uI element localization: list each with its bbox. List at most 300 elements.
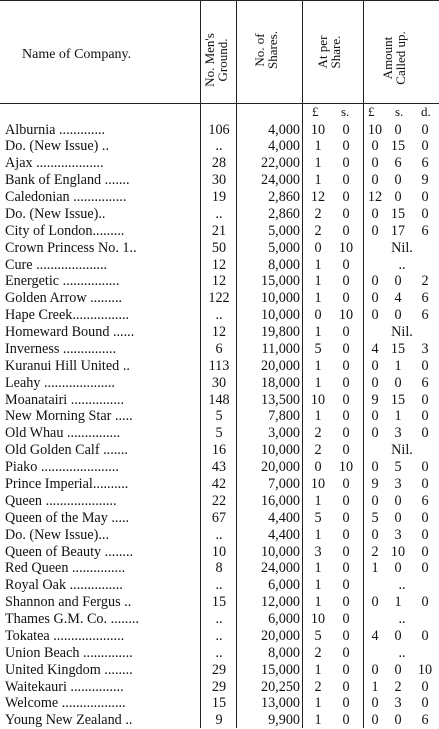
called-up-pounds: 0	[371, 172, 379, 189]
called-up-pounds: 4	[371, 340, 379, 357]
company-name: Queen of the May .....	[5, 509, 130, 526]
per-share-pounds: 2	[314, 644, 322, 661]
shares-count: 18,000	[260, 374, 300, 391]
men-ground: 16	[211, 442, 227, 459]
unit-shilling: s.	[341, 104, 350, 119]
called-up-pounds: 0	[371, 374, 379, 391]
shares-count: 20,000	[260, 459, 300, 476]
called-up-shillings: 0	[394, 509, 402, 526]
company-name: City of London.........	[5, 222, 125, 239]
per-share-shillings: 0	[342, 425, 350, 442]
table-row	[0, 594, 439, 611]
company-name: Hape Creek................	[5, 307, 130, 324]
table-row	[0, 341, 439, 358]
called-up-pence: 9	[421, 172, 429, 189]
header-men-ground	[203, 15, 235, 105]
called-up-pence: 0	[421, 189, 429, 206]
men-ground: 50	[211, 239, 227, 256]
table-row	[0, 493, 439, 510]
men-ground: ..	[215, 577, 223, 594]
called-up-pence: 0	[421, 459, 429, 476]
shares-count: 12,000	[260, 594, 300, 611]
called-up-pence: 0	[421, 509, 429, 526]
company-name: Welcome ..................	[5, 695, 126, 712]
called-up-pounds: 2	[371, 543, 379, 560]
table-row	[0, 273, 439, 290]
shares-count: 7,000	[268, 475, 300, 492]
men-ground: 113	[208, 357, 230, 374]
called-up-pence: 6	[421, 155, 429, 172]
header-amount-called	[381, 11, 417, 105]
unit-shilling: s.	[395, 104, 404, 119]
table-row	[0, 324, 439, 341]
men-ground: ..	[215, 526, 223, 543]
per-share-shillings: 0	[342, 678, 350, 695]
shares-count: 8,000	[268, 644, 300, 661]
called-up-pence: 0	[421, 205, 429, 222]
per-share-pounds: 1	[314, 577, 322, 594]
per-share-shillings: 0	[342, 526, 350, 543]
table-row	[0, 510, 439, 527]
shares-count: 20,000	[260, 627, 300, 644]
men-ground: 106	[208, 121, 230, 138]
called-up-pence: 0	[421, 138, 429, 155]
per-share-shillings: 0	[342, 357, 350, 374]
header-men-ground-text: No. Men's Ground.	[202, 33, 230, 87]
called-up-shillings: 1	[394, 357, 402, 374]
called-up-shillings: 5	[394, 459, 402, 476]
header-amount-called-text: Amount Called up.	[380, 31, 408, 85]
called-up-shillings: 10	[390, 543, 406, 560]
called-up-shillings: 0	[394, 560, 402, 577]
men-ground: 22	[211, 492, 227, 509]
company-name: Waitekauri ...............	[5, 678, 124, 695]
unit-pound: £	[368, 104, 375, 119]
shares-count: 15,000	[260, 661, 300, 678]
per-share-shillings: 10	[338, 307, 354, 324]
per-share-pounds: 5	[314, 627, 322, 644]
called-up-shillings: 0	[394, 661, 402, 678]
called-up-note: Nil.	[391, 239, 413, 256]
header-company-name: Name of Company.	[22, 47, 132, 62]
shares-count: 20,000	[260, 357, 300, 374]
called-up-pounds: 0	[371, 273, 379, 290]
table-row	[0, 240, 439, 257]
called-up-pounds: 9	[371, 475, 379, 492]
shares-count: 7,800	[268, 408, 300, 425]
table-row	[0, 645, 439, 662]
called-up-pence: 0	[421, 391, 429, 408]
per-share-shillings: 0	[342, 695, 350, 712]
called-up-pounds: 0	[371, 205, 379, 222]
per-share-shillings: 0	[342, 121, 350, 138]
shares-count: 2,860	[268, 189, 300, 206]
table-row	[0, 662, 439, 679]
table-row	[0, 290, 439, 307]
called-up-shillings: 2	[394, 678, 402, 695]
per-share-pounds: 1	[314, 594, 322, 611]
per-share-shillings: 0	[342, 611, 350, 628]
per-share-shillings: 0	[342, 155, 350, 172]
men-ground: 29	[211, 678, 227, 695]
called-up-shillings: 0	[394, 492, 402, 509]
company-name: Do. (New Issue)..	[5, 205, 106, 222]
per-share-pounds: 10	[310, 475, 326, 492]
shares-count: 4,400	[268, 526, 300, 543]
shares-count: 5,000	[268, 239, 300, 256]
men-ground: 42	[211, 475, 227, 492]
header-at-per-share-text: At per Share.	[315, 35, 343, 69]
company-name: Leahy ....................	[5, 374, 115, 391]
called-up-shillings: 3	[394, 526, 402, 543]
company-name: Energetic ................	[5, 273, 120, 290]
per-share-pounds: 2	[314, 442, 322, 459]
called-up-pence: 0	[421, 695, 429, 712]
shares-count: 22,000	[260, 155, 300, 172]
company-name: Inverness ...............	[5, 340, 117, 357]
per-share-shillings: 0	[342, 442, 350, 459]
table-row	[0, 611, 439, 628]
company-name: Cure ....................	[5, 256, 108, 273]
table-row	[0, 560, 439, 577]
men-ground: 122	[208, 290, 230, 307]
company-name: Tokatea ....................	[5, 627, 125, 644]
called-up-pence: 6	[421, 712, 429, 729]
per-share-shillings: 0	[342, 712, 350, 729]
called-up-pounds: 12	[367, 189, 383, 206]
company-name: Ajax ...................	[5, 155, 104, 172]
per-share-shillings: 0	[342, 189, 350, 206]
called-up-shillings: 0	[394, 273, 402, 290]
called-up-pence: 0	[421, 475, 429, 492]
men-ground: ..	[215, 627, 223, 644]
table-row	[0, 577, 439, 594]
called-up-pounds: 9	[371, 391, 379, 408]
per-share-pounds: 1	[314, 695, 322, 712]
company-name: Piako ......................	[5, 459, 119, 476]
called-up-shillings: 3	[394, 695, 402, 712]
shares-count: 10,000	[260, 442, 300, 459]
called-up-shillings: 0	[394, 172, 402, 189]
per-share-pounds: 1	[314, 492, 322, 509]
called-up-shillings: 0	[394, 189, 402, 206]
called-up-pounds: 0	[371, 357, 379, 374]
company-name: Queen ....................	[5, 492, 117, 509]
per-share-pounds: 10	[310, 611, 326, 628]
called-up-pounds: 0	[371, 661, 379, 678]
company-name: Moanatairi ...............	[5, 391, 124, 408]
table-row	[0, 459, 439, 476]
per-share-pounds: 1	[314, 256, 322, 273]
called-up-pounds: 0	[371, 138, 379, 155]
shares-count: 24,000	[260, 560, 300, 577]
called-up-pounds: 5	[371, 509, 379, 526]
per-share-shillings: 0	[342, 205, 350, 222]
per-share-pounds: 5	[314, 340, 322, 357]
per-share-pounds: 1	[314, 560, 322, 577]
table-row	[0, 206, 439, 223]
company-name: Thames G.M. Co. ........	[5, 611, 139, 628]
called-up-pounds: 0	[371, 492, 379, 509]
shares-count: 20,250	[260, 678, 300, 695]
called-up-pence: 0	[421, 560, 429, 577]
called-up-shillings: 15	[390, 205, 406, 222]
company-name: Shannon and Fergus ..	[5, 594, 132, 611]
header-shares-text: No. of Shares.	[252, 31, 280, 69]
called-up-pounds: 0	[371, 425, 379, 442]
called-up-pence: 0	[421, 678, 429, 695]
called-up-note: Nil.	[391, 442, 413, 459]
called-up-shillings: 4	[394, 290, 402, 307]
called-up-note: ..	[398, 611, 406, 628]
called-up-pounds: 4	[371, 627, 379, 644]
per-share-pounds: 1	[314, 526, 322, 543]
men-ground: ..	[215, 307, 223, 324]
company-name: Bank of England .......	[5, 172, 130, 189]
shares-count: 10,000	[260, 290, 300, 307]
per-share-shillings: 0	[342, 644, 350, 661]
per-share-pounds: 1	[314, 408, 322, 425]
shares-count: 13,000	[260, 695, 300, 712]
men-ground: ..	[215, 205, 223, 222]
table-row	[0, 476, 439, 493]
table-row	[0, 307, 439, 324]
called-up-shillings: 1	[394, 594, 402, 611]
per-share-shillings: 0	[342, 273, 350, 290]
men-ground: 9	[215, 712, 223, 729]
called-up-pence: 6	[421, 374, 429, 391]
per-share-pounds: 1	[314, 374, 322, 391]
called-up-shillings: 0	[394, 374, 402, 391]
per-share-shillings: 10	[338, 239, 354, 256]
men-ground: ..	[215, 644, 223, 661]
table-row	[0, 527, 439, 544]
men-ground: 15	[211, 594, 227, 611]
called-up-pounds: 0	[371, 695, 379, 712]
called-up-pence: 0	[421, 627, 429, 644]
per-share-shillings: 0	[342, 340, 350, 357]
per-share-pounds: 5	[314, 509, 322, 526]
shares-count: 8,000	[268, 256, 300, 273]
company-name: Homeward Bound ......	[5, 324, 135, 341]
men-ground: 12	[211, 273, 227, 290]
shares-count: 4,000	[268, 138, 300, 155]
shares-count: 10,000	[260, 543, 300, 560]
per-share-shillings: 0	[342, 222, 350, 239]
table-row	[0, 138, 439, 155]
per-share-pounds: 0	[314, 239, 322, 256]
table-row	[0, 155, 439, 172]
table-row	[0, 408, 439, 425]
called-up-note: ..	[398, 256, 406, 273]
shares-count: 15,000	[260, 273, 300, 290]
men-ground: 6	[215, 340, 223, 357]
called-up-shillings: 0	[394, 712, 402, 729]
called-up-pence: 0	[421, 425, 429, 442]
company-name: Young New Zealand ..	[5, 712, 133, 729]
per-share-shillings: 0	[342, 577, 350, 594]
per-share-pounds: 1	[314, 712, 322, 729]
per-share-shillings: 0	[342, 543, 350, 560]
shares-count: 24,000	[260, 172, 300, 189]
called-up-pounds: 1	[371, 560, 379, 577]
per-share-shillings: 0	[342, 138, 350, 155]
called-up-pounds: 0	[371, 222, 379, 239]
called-up-pence: 6	[421, 492, 429, 509]
called-up-pounds: 0	[371, 459, 379, 476]
shares-count: 5,000	[268, 222, 300, 239]
company-name: Do. (New Issue) ..	[5, 138, 110, 155]
called-up-shillings: 15	[390, 391, 406, 408]
shares-count: 16,000	[260, 492, 300, 509]
per-share-shillings: 0	[342, 256, 350, 273]
per-share-pounds: 1	[314, 357, 322, 374]
called-up-shillings: 3	[394, 475, 402, 492]
per-share-shillings: 0	[342, 290, 350, 307]
table-row	[0, 544, 439, 561]
per-share-shillings: 0	[342, 324, 350, 341]
unit-pence: d.	[421, 104, 431, 119]
company-name: Red Queen ...............	[5, 560, 126, 577]
men-ground: 43	[211, 459, 227, 476]
men-ground: 30	[211, 172, 227, 189]
shares-count: 9,900	[268, 712, 300, 729]
men-ground: ..	[215, 138, 223, 155]
per-share-pounds: 1	[314, 324, 322, 341]
called-up-pence: 2	[421, 273, 429, 290]
shares-count: 4,400	[268, 509, 300, 526]
per-share-shillings: 0	[342, 560, 350, 577]
men-ground: 8	[215, 560, 223, 577]
per-share-pounds: 12	[310, 189, 326, 206]
men-ground: 67	[211, 509, 227, 526]
called-up-pounds: 0	[371, 290, 379, 307]
called-up-pounds: 1	[371, 678, 379, 695]
per-share-pounds: 2	[314, 222, 322, 239]
table-row	[0, 223, 439, 240]
called-up-shillings: 0	[394, 307, 402, 324]
table-row	[0, 425, 439, 442]
company-name: Do. (New Issue)...	[5, 526, 110, 543]
per-share-pounds: 0	[314, 307, 322, 324]
company-name: Caledonian ...............	[5, 189, 127, 206]
called-up-pence: 0	[421, 121, 429, 138]
company-name: Queen of Beauty ........	[5, 543, 134, 560]
called-up-pounds: 10	[367, 121, 383, 138]
called-up-pence: 10	[417, 661, 433, 678]
per-share-pounds: 2	[314, 678, 322, 695]
shares-count: 6,000	[268, 577, 300, 594]
called-up-pounds: 0	[371, 594, 379, 611]
called-up-pounds: 0	[371, 307, 379, 324]
men-ground: 10	[211, 543, 227, 560]
called-up-pounds: 0	[371, 526, 379, 543]
table-row	[0, 695, 439, 712]
header-shares	[253, 10, 285, 90]
per-share-shillings: 0	[342, 475, 350, 492]
called-up-pence: 6	[421, 307, 429, 324]
called-up-pence: 0	[421, 408, 429, 425]
shares-count: 6,000	[268, 611, 300, 628]
table-row	[0, 122, 439, 139]
table-row	[0, 189, 439, 206]
called-up-pence: 0	[421, 357, 429, 374]
header-rule	[0, 103, 439, 104]
table-row	[0, 392, 439, 409]
per-share-pounds: 0	[314, 459, 322, 476]
called-up-shillings: 0	[394, 627, 402, 644]
table-row	[0, 679, 439, 696]
table-row	[0, 358, 439, 375]
per-share-shillings: 0	[342, 594, 350, 611]
men-ground: 12	[211, 324, 227, 341]
company-name: Crown Princess No. 1..	[5, 239, 137, 256]
company-name: Alburnia .............	[5, 121, 106, 138]
called-up-shillings: 6	[394, 155, 402, 172]
header-at-per-share	[316, 18, 348, 86]
called-up-shillings: 15	[390, 138, 406, 155]
company-name: New Morning Star .....	[5, 408, 133, 425]
men-ground: 30	[211, 374, 227, 391]
called-up-pounds: 0	[371, 712, 379, 729]
shares-count: 10,000	[260, 307, 300, 324]
per-share-pounds: 10	[310, 121, 326, 138]
called-up-note: ..	[398, 644, 406, 661]
table-row	[0, 257, 439, 274]
per-share-pounds: 1	[314, 138, 322, 155]
top-rule	[0, 0, 439, 1]
per-share-shillings: 10	[338, 459, 354, 476]
company-name: Golden Arrow .........	[5, 290, 123, 307]
called-up-note: ..	[398, 577, 406, 594]
per-share-pounds: 10	[310, 391, 326, 408]
called-up-pence: 0	[421, 594, 429, 611]
per-share-pounds: 1	[314, 290, 322, 307]
per-share-pounds: 1	[314, 172, 322, 189]
per-share-pounds: 1	[314, 155, 322, 172]
per-share-shillings: 0	[342, 408, 350, 425]
men-ground: ..	[215, 611, 223, 628]
per-share-shillings: 0	[342, 172, 350, 189]
shares-count: 3,000	[268, 425, 300, 442]
called-up-shillings: 3	[394, 425, 402, 442]
company-name: Old Whau ...............	[5, 425, 121, 442]
per-share-pounds: 2	[314, 425, 322, 442]
called-up-shillings: 15	[390, 340, 406, 357]
table-row	[0, 375, 439, 392]
per-share-shillings: 0	[342, 627, 350, 644]
shares-count: 11,000	[261, 340, 300, 357]
called-up-pounds: 0	[371, 408, 379, 425]
called-up-pence: 6	[421, 290, 429, 307]
company-name: United Kingdom ........	[5, 661, 133, 678]
table-row	[0, 172, 439, 189]
company-name: Kuranui Hill United ..	[5, 357, 130, 374]
per-share-pounds: 3	[314, 543, 322, 560]
called-up-shillings: 0	[394, 121, 402, 138]
per-share-shillings: 0	[342, 509, 350, 526]
shares-count: 2,860	[268, 205, 300, 222]
table-row	[0, 628, 439, 645]
company-name: Union Beach ..............	[5, 644, 133, 661]
company-name: Prince Imperial..........	[5, 475, 129, 492]
men-ground: 28	[211, 155, 227, 172]
table-row	[0, 442, 439, 459]
table-row	[0, 712, 439, 729]
called-up-shillings: 17	[390, 222, 406, 239]
called-up-note: Nil.	[391, 324, 413, 341]
shares-count: 13,500	[260, 391, 300, 408]
